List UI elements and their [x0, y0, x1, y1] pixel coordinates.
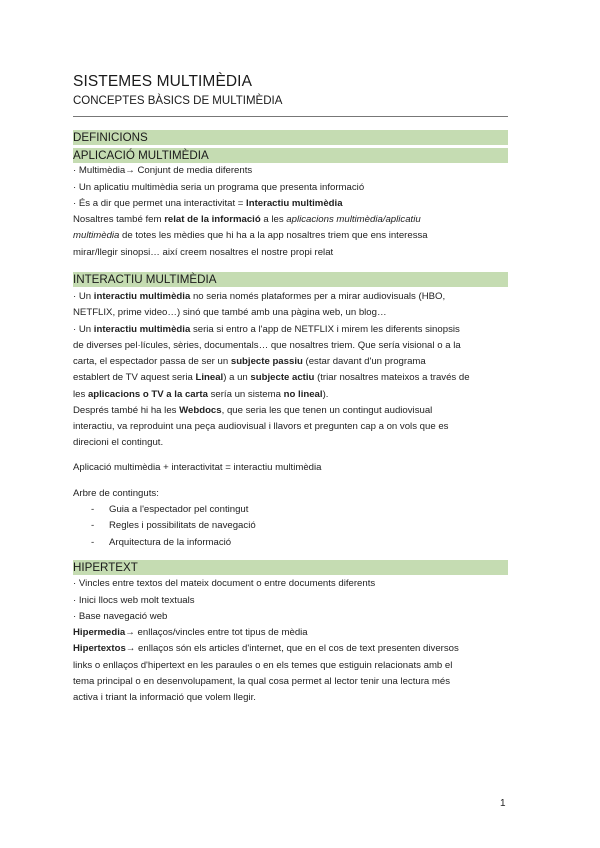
paragraph-line: · És a dir que permet una interactivitat = Interactiu multimèdia — [73, 198, 343, 209]
page-number: 1 — [500, 798, 506, 809]
paragraph-line: · Un aplicatiu multimèdia seria un programa que presenta informació — [73, 182, 365, 193]
paragraph-line: direcioni el contingut. — [73, 437, 164, 448]
paragraph-line: carta, el espectador passa de ser un subjecte passiu (estar davant d'un programa — [73, 356, 426, 367]
bullet-dash: - — [91, 520, 95, 531]
list-item: Regles i possibilitats de navegació — [109, 520, 256, 531]
paragraph-line: Hipertextos→ enllaços són els articles d'internet, que en el cos de text presenten diversos — [73, 643, 459, 654]
paragraph-line: multimèdia de totes les mèdies que hi ha a la app nosaltres triem que ens interessa — [73, 230, 428, 241]
paragraph-line: establert de TV aquest seria Lineal) a un subjecte actiu (triar nosaltres mateixos a través de — [73, 372, 470, 383]
paragraph-line: · Multimèdia→ Conjunt de media diferents — [73, 165, 253, 176]
paragraph-line: · Un interactiu multimèdia seria si entro a l'app de NETFLIX i mirem les diferents sinopsis — [73, 324, 460, 335]
paragraph-line: · Vincles entre textos del mateix document o entre documents diferents — [73, 578, 376, 589]
list-item: Guia a l'espectador pel contingut — [109, 504, 249, 515]
paragraph-line: tema principal o en desenvolupament, la qual cosa permet al lector tenir una lectura més — [73, 676, 451, 687]
paragraph-line: · Inici llocs web molt textuals — [73, 595, 195, 606]
list-item: Arquitectura de la informació — [109, 537, 232, 548]
paragraph-line: Després també hi ha les Webdocs, que seria les que tenen un contingut audiovisual — [73, 405, 433, 416]
title-divider — [73, 116, 508, 117]
paragraph-line: Nosaltres també fem relat de la informació a les aplicacions multimèdia/aplicatiu — [73, 214, 421, 225]
paragraph-line: · Un interactiu multimèdia no seria només plataformes per a mirar audiovisuals (HBO, — [73, 291, 446, 302]
bullet-dash: - — [91, 537, 95, 548]
paragraph-line: · Base navegació web — [73, 611, 168, 622]
section-heading-aplicacio: APLICACIÓ MULTIMÈDIA — [73, 149, 209, 162]
paragraph-line: interactiu, va reproduint una peça audiovisual i llavors et pregunten cap a on vols que es — [73, 421, 449, 432]
paragraph-line: mirar/llegir sinopsi… així creem nosaltres el nostre propi relat — [73, 247, 334, 258]
bullet-dash: - — [91, 504, 95, 515]
document-subtitle: CONCEPTES BÀSICS DE MULTIMÈDIA — [73, 95, 283, 107]
paragraph-line: de diverses pel·lícules, sèries, documentals… que nosaltres triem. Que sería visional o a la — [73, 340, 461, 351]
paragraph-line: activa i triant la informació que volem llegir. — [73, 692, 256, 703]
paragraph-line: NETFLIX, prime video…) sinó que també amb una pàgina web, un blog… — [73, 307, 387, 318]
section-heading-interactiu: INTERACTIU MULTIMÈDIA — [73, 273, 217, 286]
paragraph-line: Hipermedia→ enllaços/vincles entre tot tipus de mèdia — [73, 627, 308, 638]
list-intro: Arbre de continguts: — [73, 488, 159, 499]
paragraph-line: links o enllaços d'hipertext en les paraules o en els temes que estiguin relacionats amb el — [73, 660, 453, 671]
paragraph-line: les aplicacions o TV a la carta sería un sistema no lineal). — [73, 389, 329, 400]
section-heading-definicions: DEFINICIONS — [73, 131, 148, 144]
document-title: SISTEMES MULTIMÈDIA — [73, 73, 253, 90]
formula-line: Aplicació multimèdia + interactivitat = interactiu multimèdia — [73, 462, 322, 473]
section-heading-hipertext: HIPERTEXT — [73, 561, 138, 574]
section-bar-hipertext — [73, 560, 508, 575]
